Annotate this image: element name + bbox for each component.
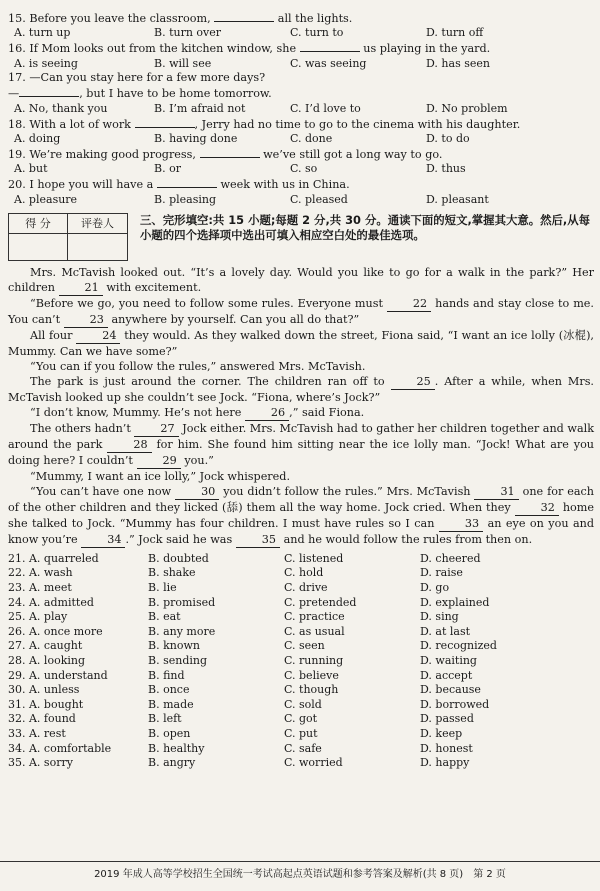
- question-20: 20. I hope you will have a week with us in China. A. pleasure B. pleasing C. pleased D. pleasant: [8, 176, 594, 206]
- blank-29: 29: [137, 453, 181, 469]
- choice-row: 24. A. admitted B. promised C. pretended D. explained: [8, 595, 490, 609]
- choice-row: 25. A. play B. eat C. practice D. sing: [8, 610, 459, 624]
- answer-blank: [200, 146, 260, 158]
- choice-row: 32. A. found B. left C. got D. passed: [8, 712, 474, 726]
- blank-28: 28: [107, 437, 151, 453]
- blank-23: 23: [64, 312, 108, 328]
- blank-32: 32: [515, 500, 559, 516]
- answer-blank: [300, 40, 360, 52]
- question-19: 19. We’re making good progress, we’ve still got a long way to go. A. but B. or C. so D. thus: [8, 146, 594, 176]
- blank-25: 25: [391, 374, 435, 390]
- blank-30: 30: [175, 484, 219, 500]
- cloze-passage: [8, 265, 594, 548]
- choice-row: 34. A. comfortable B. healthy C. safe D. honest: [8, 741, 473, 755]
- choice-row: 30. A. unless B. once C. though D. because: [8, 683, 481, 697]
- choice-row: 28. A. looking B. sending C. running D. waiting: [8, 654, 477, 667]
- options-row: A. No, thank you B. I’m afraid not C. I’d love to D. No problem: [14, 101, 508, 115]
- page-footer: 2019 年成人高等学校招生全国统一考试高起点英语试题和参考答案及解析(共 8 页) 第 2 页: [0, 861, 600, 880]
- question-18: 18. With a lot of work , Jerry had no time to go to the cinema with his daughter. A. doing B. having done C. done D. to do: [8, 116, 594, 146]
- options-row: A. turn up B. turn over C. turn to D. turn off: [14, 26, 484, 40]
- cloze-choices: [8, 552, 594, 771]
- paragraph: “Before we go, you need to follow some rules. Everyone must 22 hands and stay close to me. You can’t 23 anywhere by yourself. Can you all do that?”: [8, 296, 594, 326]
- paragraph: “I don’t know, Mummy. He’s not here 26 ,” said Fiona.: [30, 405, 365, 419]
- choice-row: 29. A. understand B. find C. believe D. accept: [8, 668, 473, 682]
- blank-26: 26: [245, 405, 289, 421]
- question-17: 17. —Can you stay here for a few more days? — , but I have to be home tomorrow. A. No, thank you B. I’m afraid not C. I’d love to D. No problem: [8, 71, 594, 116]
- question-16: 16. If Mom looks out from the kitchen window, she us playing in the yard. A. is seeing B. will see C. was seeing D. has seen: [8, 40, 594, 70]
- answer-blank: [19, 85, 79, 97]
- paragraph: All four 24 they would. As they walked down the street, Fiona said, “I want an ice lolly (冰棍), Mummy. Can we have some?”: [8, 328, 594, 358]
- answer-blank: [135, 116, 195, 128]
- section-3-header: [8, 213, 594, 261]
- options-row: A. is seeing B. will see C. was seeing D. has seen: [14, 56, 490, 70]
- blank-21: 21: [59, 280, 103, 296]
- blank-35: 35: [236, 532, 280, 548]
- choice-row: 22. A. wash B. shake C. hold D. raise: [8, 566, 463, 580]
- section-3-instruction: 三、完形填空:共 15 小题;每题 2 分,共 30 分。通读下面的短文,掌握其大意。然后,从每小题的四个选择项中选出可填入相应空白处的最佳选项。: [140, 212, 591, 242]
- exam-page: [8, 10, 594, 771]
- question-15: 15. Before you leave the classroom, all the lights. A. turn up B. turn over C. turn to D. turn off: [8, 10, 594, 40]
- blank-33: 33: [439, 516, 483, 532]
- options-row: A. but B. or C. so D. thus: [14, 162, 466, 176]
- choice-row: 31. A. bought B. made C. sold D. borrowed: [8, 697, 490, 711]
- choice-row: 26. A. once more B. any more C. as usual D. at last: [8, 624, 471, 638]
- choice-row: 27. A. caught B. known C. seen D. recognized: [8, 639, 497, 653]
- choice-row: 23. A. meet B. lie C. drive D. go: [8, 581, 450, 595]
- blank-34: 34: [81, 532, 125, 548]
- blank-27: 27: [134, 421, 178, 437]
- score-box: 得 分 评卷人: [8, 213, 128, 261]
- blank-31: 31: [474, 484, 518, 500]
- options-row: A. pleasure B. pleasing C. pleased D. pleasant: [14, 192, 489, 206]
- options-row: A. doing B. having done C. done D. to do: [14, 132, 470, 146]
- choice-row: 33. A. rest B. open C. put D. keep: [8, 726, 463, 740]
- blank-22: 22: [387, 296, 431, 312]
- answer-blank: [214, 10, 274, 22]
- blank-24: 24: [76, 328, 120, 344]
- choice-row: 21. A. quarreled B. doubted C. listened D. cheered: [8, 551, 481, 565]
- paragraph: “You can’t have one now 30 you didn’t follow the rules.” Mrs. McTavish 31 one for each of the other children and they licked (舔) them all the way home. Jock cried. When they 32 home she talked to Jock. “Mummy has four children. I must have rules so I can 33 an eye on you and know you’re 34 .” Jock said he was 35 and he would follow the rules from then on.: [8, 484, 595, 546]
- paragraph: The park is just around the corner. The children ran off to 25 . After a while, when Mrs. McTavish looked up she couldn’t see Jock. “Fiona, where’s Jock?”: [8, 374, 594, 404]
- paragraph: “Mummy, I want an ice lolly,” Jock whispered.: [30, 469, 290, 483]
- paragraph: Mrs. McTavish looked out. “It’s a lovely day. Would you like to go for a walk in the park?” Her children 21 with excitement.: [8, 265, 594, 294]
- choice-row: 35. A. sorry B. angry C. worried D. happy: [8, 756, 470, 770]
- paragraph: “You can if you follow the rules,” answered Mrs. McTavish.: [30, 359, 366, 373]
- answer-blank: [157, 176, 217, 188]
- paragraph: The others hadn’t 27 Jock either. Mrs. McTavish had to gather her children together and walk around the park 28 for him. She found him sitting near the ice lolly man. “Jock! What are you doing here? I couldn’t 29 you.”: [8, 421, 595, 467]
